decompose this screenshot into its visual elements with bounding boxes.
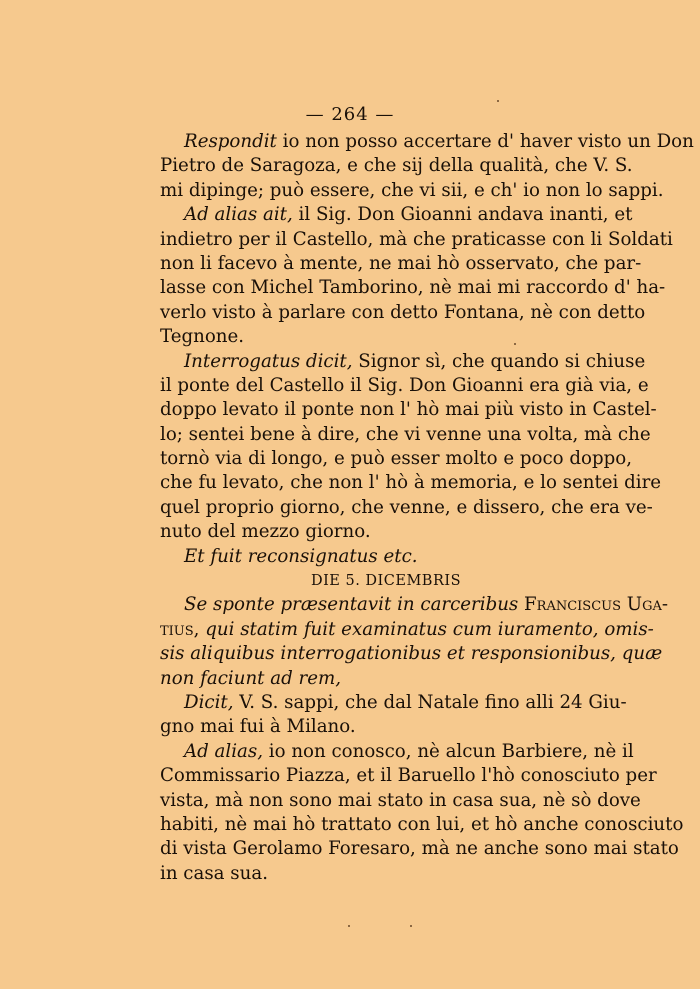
text-line: Commissario Piazza, et il Baruello l'hò conosciuto per xyxy=(160,765,657,787)
body-text xyxy=(160,130,694,886)
text-line: Et fuit reconsignatus etc. xyxy=(184,545,418,567)
text-line: habiti, nè mai hò trattato con lui, et hò anche conosciuto xyxy=(160,813,684,835)
text-line: vista, mà non sono mai stato in casa sua, nè sò dove xyxy=(160,789,641,811)
text-line: Tegnone. xyxy=(160,326,245,348)
page-number: — 264 — xyxy=(305,104,395,125)
text-line: non li facevo à mente, ne mai hò osservato, che par- xyxy=(160,252,642,274)
text-line: Interrogatus dicit, Signor sì, che quando si chiuse xyxy=(184,350,646,372)
text-line: sis aliquibus interrogationibus et responsionibus, quæ xyxy=(160,643,663,665)
text-line: gno mai fui à Milano. xyxy=(160,716,356,738)
text-line: lo; sentei bene à dire, che vi venne una volta, mà che xyxy=(160,423,651,445)
text-line: Dicit, V. S. sappi, che dal Natale fino alli 24 Giu- xyxy=(184,691,627,713)
text-line: tornò via di longo, e può esser molto e poco doppo, xyxy=(160,448,633,470)
paper-speck xyxy=(348,925,350,927)
text-line: di vista Gerolamo Foresaro, mà ne anche sono mai stato xyxy=(160,838,679,860)
text-line: Respondit io non posso accertare d' haver visto un Don xyxy=(184,131,694,152)
text-line: Ad alias, io non conosco, nè alcun Barbiere, nè il xyxy=(184,740,634,762)
paper-speck xyxy=(410,925,412,927)
text-line: non faciunt ad rem, xyxy=(160,667,342,689)
text-line: il ponte del Castello il Sig. Don Gioanni era già via, e xyxy=(160,374,649,396)
text-line: Pietro de Saragoza, e che sij della qualità, che V. S. xyxy=(160,155,633,177)
date-heading: DIE 5. DICEMBRIS xyxy=(310,573,462,590)
text-line: verlo visto à parlare con detto Fontana, nè con detto xyxy=(160,301,646,323)
text-line: Se sponte præsentavit in carceribus Franciscus Uga- xyxy=(184,594,669,616)
paper-speck xyxy=(514,343,516,345)
paper-speck xyxy=(497,100,499,102)
text-line: quel proprio giorno, che venne, e dissero, che era ve- xyxy=(160,496,653,518)
text-line: nuto del mezzo giorno. xyxy=(160,521,371,543)
text-line: mi dipinge; può essere, che vi sii, e ch' io non lo sappi. xyxy=(160,179,664,201)
text-line: doppo levato il ponte non l' hò mai più visto in Castel- xyxy=(160,399,657,421)
text-line: tius, qui statim fuit examinatus cum iuramento, omis- xyxy=(160,618,654,640)
text-line: Ad alias ait, il Sig. Don Gioanni andava inanti, et xyxy=(184,204,633,226)
text-line: che fu levato, che non l' hò à memoria, e lo sentei dire xyxy=(160,472,662,494)
text-line: lasse con Michel Tamborino, nè mai mi raccordo d' ha- xyxy=(160,277,666,299)
text-line: indietro per il Castello, mà che praticasse con li Soldati xyxy=(160,228,673,250)
text-line: in casa sua. xyxy=(160,862,268,884)
